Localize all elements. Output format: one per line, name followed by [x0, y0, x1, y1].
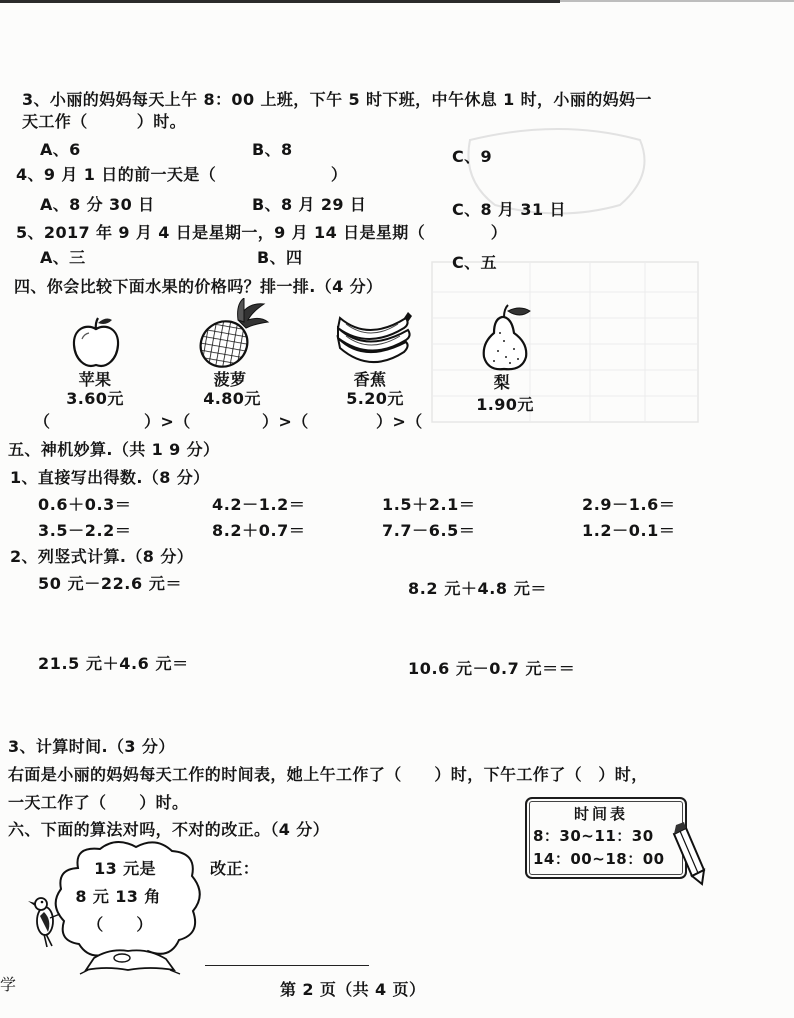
timetable-title: 时间表	[573, 805, 628, 823]
question-5-option-b: B、四	[257, 248, 303, 267]
timetable-box	[525, 797, 687, 879]
section-5-part3-line2: 一天工作了（ ）时。	[8, 793, 189, 812]
vertical-calc-item: 10.6 元－0.7 元＝＝	[408, 659, 576, 678]
mental-math-item: 8.2＋0.7＝	[212, 521, 306, 540]
question-3-line1: 3、小丽的妈妈每天上午 8：00 上班，下午 5 时下班，中午休息 1 时，小丽的妈妈一	[22, 90, 652, 109]
answer-underline	[205, 965, 369, 966]
question-5-option-c: C、五	[452, 253, 497, 272]
section-5-part1-heading: 1、直接写出得数.（8 分）	[10, 468, 210, 487]
page-footer: 第 2 页（共 4 页）	[280, 980, 426, 999]
fruit-price-pear: 1.90元	[476, 395, 534, 414]
mental-math-item: 3.5－2.2＝	[38, 521, 132, 540]
mental-math-item: 7.7－6.5＝	[382, 521, 476, 540]
section-4-heading: 四、你会比较下面水果的价格吗？排一排.（4 分）	[14, 277, 383, 296]
mental-math-item: 2.9－1.6＝	[582, 495, 676, 514]
scan-edge-light	[560, 0, 794, 2]
cloud-line-1: 13 元是	[94, 859, 156, 878]
question-3-option-c: C、9	[452, 147, 493, 166]
section-5-part2-heading: 2、列竖式计算.（8 分）	[10, 547, 194, 566]
section-5-heading: 五、神机妙算.（共 1 9 分）	[8, 440, 220, 459]
mental-math-item: 1.2－0.1＝	[582, 521, 676, 540]
cloud-line-2: 8 元 13 角	[75, 887, 161, 906]
fruit-name-pineapple: 菠萝	[213, 370, 247, 389]
vertical-calc-item: 21.5 元＋4.6 元＝	[38, 654, 189, 673]
vertical-calc-item: 8.2 元＋4.8 元＝	[408, 579, 548, 598]
mental-math-item: 1.5＋2.1＝	[382, 495, 476, 514]
fruit-price-pineapple: 4.80元	[203, 389, 261, 408]
fruit-price-banana: 5.20元	[346, 389, 404, 408]
apple-icon	[68, 315, 124, 371]
question-3-line2: 天工作（ ）时。	[22, 112, 187, 131]
fruit-name-pear: 梨	[493, 373, 511, 392]
pineapple-icon	[194, 298, 270, 372]
question-3-option-a: A、6	[40, 140, 81, 159]
section-5-part3-heading: 3、计算时间.（3 分）	[8, 737, 175, 756]
question-4-option-b: B、8 月 29 日	[252, 195, 367, 214]
section-5-part3-line1: 右面是小丽的妈妈每天工作的时间表，她上午工作了（ ）时，下午工作了（ ）时，	[8, 765, 648, 784]
vertical-calc-item: 50 元－22.6 元＝	[38, 574, 183, 593]
scan-edge	[0, 0, 560, 3]
compare-separator-3: ）>（	[376, 412, 423, 431]
section-6-heading: 六、下面的算法对吗，不对的改正。（4 分）	[8, 820, 330, 839]
compare-blank-1-open: （	[34, 412, 51, 431]
page-edge-text: 学	[0, 975, 17, 994]
fruit-name-banana: 香蕉	[353, 370, 387, 389]
timetable-row-afternoon: 14：00~18：00	[533, 850, 665, 868]
question-4-option-c: C、8 月 31 日	[452, 200, 566, 219]
fruit-price-apple: 3.60元	[66, 389, 124, 408]
fruit-name-apple: 苹果	[78, 370, 112, 389]
compare-separator-1: ）>（	[144, 412, 191, 431]
correction-label: 改正：	[210, 859, 260, 878]
banana-icon	[334, 308, 414, 372]
question-3-option-b: B、8	[252, 140, 293, 159]
question-4-option-a: A、8 分 30 日	[40, 195, 155, 214]
question-5: 5、2017 年 9 月 4 日是星期一，9 月 14 日是星期（ ）	[16, 223, 508, 242]
question-5-option-a: A、三	[40, 248, 86, 267]
mental-math-item: 4.2－1.2＝	[212, 495, 306, 514]
cloud-answer-blank: （ ）	[87, 915, 153, 934]
pencil-icon	[664, 820, 710, 886]
timetable-row-morning: 8：30~11：30	[533, 827, 654, 845]
question-4: 4、9 月 1 日的前一天是（ ）	[16, 165, 348, 184]
mental-math-item: 0.6＋0.3＝	[38, 495, 132, 514]
pear-icon	[476, 303, 536, 373]
compare-separator-2: ）>（	[262, 412, 309, 431]
